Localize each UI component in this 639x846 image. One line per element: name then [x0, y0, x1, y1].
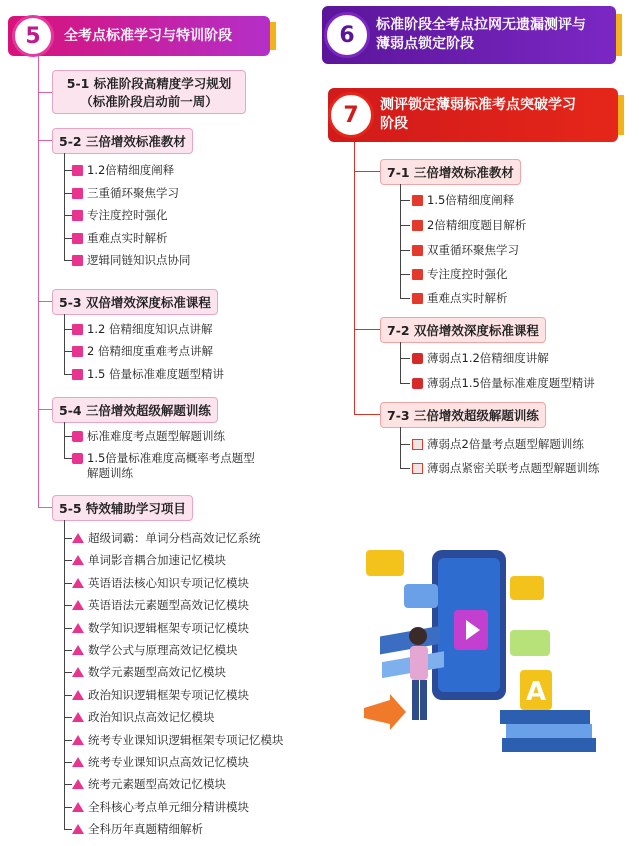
item-label: 超级词霸：单词分档高效记忆系统 — [88, 531, 261, 545]
accent-tab — [270, 22, 276, 50]
letter-a-badge — [520, 670, 552, 710]
tree-branch — [64, 374, 72, 375]
tree-branch — [38, 140, 52, 141]
tree-branch — [354, 329, 380, 330]
section-title: 7-1 三倍增效标准教材 — [387, 165, 514, 180]
memory-icon — [72, 802, 84, 812]
item-label: 薄弱点1.2倍精细度讲解 — [427, 351, 549, 365]
tree-branch — [64, 829, 72, 830]
list-item — [412, 218, 526, 233]
video-icon — [72, 369, 83, 380]
stage-title — [380, 96, 576, 134]
item-label: 1.2倍精细度阐释 — [87, 163, 175, 177]
list-item — [72, 688, 249, 703]
accent-tab — [618, 95, 624, 135]
item-label: 专注度控时强化 — [427, 267, 508, 281]
section-title: 5-4 三倍增效超级解题训练 — [59, 403, 211, 418]
tree-branch — [354, 414, 380, 415]
speech-bubble-graphic — [366, 550, 404, 576]
list-item — [72, 231, 168, 246]
stage-title — [376, 16, 586, 54]
list-item — [72, 822, 203, 837]
document-icon — [412, 220, 423, 231]
item-label: 政治知识点高效记忆模块 — [88, 710, 215, 724]
item-label: 统考专业课知识逻辑框架专项记忆模块 — [88, 733, 284, 747]
section-title: 5-1 标准阶段高精度学习规划 — [66, 76, 232, 91]
list-item — [72, 755, 249, 770]
list-item — [412, 291, 508, 306]
tree-branch — [400, 250, 410, 251]
memory-icon — [72, 757, 84, 767]
person-graphic — [409, 627, 428, 720]
item-label: 重难点实时解析 — [87, 231, 168, 245]
item-label: 1.2 倍精细度知识点讲解 — [87, 322, 213, 336]
list-item — [72, 643, 238, 658]
tree-branch — [64, 762, 72, 763]
item-label: 2倍精细度题目解析 — [427, 218, 527, 232]
pen-paper-icon — [412, 439, 423, 450]
stage-5-header — [8, 16, 270, 56]
document-icon — [412, 195, 423, 206]
tree-branch — [64, 740, 72, 741]
tree-branch — [64, 329, 72, 330]
tree-branch — [400, 200, 410, 201]
weak-point-icon — [412, 378, 423, 389]
tree-branch — [64, 260, 72, 261]
accent-tab — [616, 14, 622, 56]
stage-number: 5 — [12, 15, 54, 57]
memory-icon — [72, 690, 84, 700]
section-7-2 — [380, 317, 546, 343]
book-icon — [72, 188, 83, 199]
tree-branch — [400, 298, 410, 299]
stage-title: 全考点标准学习与特训阶段 — [64, 27, 232, 44]
section-5-3 — [52, 289, 218, 315]
item-label: 双重循环聚焦学习 — [427, 243, 519, 257]
tree-branch — [64, 458, 72, 459]
document-icon — [412, 245, 423, 256]
item-label: 数学元素题型高效记忆模块 — [88, 665, 226, 679]
speech-bubble-graphic — [510, 630, 550, 656]
tree-branch — [64, 717, 72, 718]
list-item — [72, 322, 212, 337]
item-label: 1.5 倍量标准难度题型精讲 — [87, 367, 224, 381]
memory-icon — [72, 578, 84, 588]
tree-branch — [64, 807, 72, 808]
speech-bubble-graphic — [404, 584, 438, 608]
list-item — [72, 733, 284, 748]
video-icon — [72, 346, 83, 357]
pen-paper-icon — [412, 463, 423, 474]
list-item — [72, 621, 249, 636]
tree-branch — [400, 444, 410, 445]
practice-icon — [72, 431, 83, 442]
tree-branch — [38, 409, 52, 410]
item-label: 三重循环聚焦学习 — [87, 186, 179, 200]
item-label: 数学知识逻辑框架专项记忆模块 — [88, 621, 249, 635]
list-item — [72, 553, 226, 568]
list-item — [412, 437, 584, 452]
stage-title-line2: 薄弱点锁定阶段 — [376, 36, 474, 52]
list-item — [72, 576, 249, 591]
memory-icon — [72, 533, 84, 543]
section-title: 5-5 特效辅助学习项目 — [59, 501, 186, 516]
list-item — [72, 208, 168, 223]
book-icon — [72, 255, 83, 266]
item-label-continued: 解题训练 — [87, 466, 133, 480]
tree-line — [38, 56, 39, 508]
section-5-5 — [52, 495, 193, 521]
section-title: 7-2 双倍增效深度标准课程 — [387, 323, 539, 338]
tree-branch — [64, 215, 72, 216]
tree-branch — [400, 468, 410, 469]
tree-branch — [400, 274, 410, 275]
weak-point-icon — [412, 353, 423, 364]
practice-icon — [72, 453, 83, 464]
stage-title-line1: 测评锁定薄弱标准考点突破学习 — [380, 97, 576, 113]
item-label: 统考元素题型高效记忆模块 — [88, 777, 226, 791]
arrow-graphic — [364, 694, 406, 730]
item-label: 重难点实时解析 — [427, 291, 508, 305]
memory-icon — [72, 779, 84, 789]
section-7-1 — [380, 159, 521, 185]
memory-icon — [72, 824, 84, 834]
item-label: 专注度控时强化 — [87, 208, 168, 222]
stage-6-header — [322, 6, 616, 64]
item-label: 数学公式与原理高效记忆模块 — [88, 643, 238, 657]
section-7-3 — [380, 402, 546, 428]
tree-branch — [64, 351, 72, 352]
tree-branch — [64, 193, 72, 194]
item-label: 统考专业课知识点高效记忆模块 — [88, 755, 249, 769]
tree-line — [354, 142, 355, 414]
list-item — [72, 598, 249, 613]
smartphone-graphic — [432, 550, 506, 700]
book-icon — [72, 165, 83, 176]
memory-icon — [72, 712, 84, 722]
tree-line — [400, 427, 401, 468]
badge-letter: A — [525, 677, 547, 707]
document-icon — [412, 293, 423, 304]
tree-branch — [400, 225, 410, 226]
list-item — [72, 665, 226, 680]
tree-branch — [64, 436, 72, 437]
list-item — [72, 451, 255, 481]
stage-number: 6 — [324, 12, 370, 58]
memory-icon — [72, 623, 84, 633]
item-label: 全科核心考点单元细分精讲模块 — [88, 800, 249, 814]
item-label: 英语语法元素题型高效记忆模块 — [88, 598, 249, 612]
tree-branch — [400, 358, 410, 359]
tree-branch — [64, 583, 72, 584]
section-5-1 — [52, 70, 246, 114]
tree-branch — [64, 784, 72, 785]
tree-branch — [64, 628, 72, 629]
item-label: 政治知识逻辑框架专项记忆模块 — [88, 688, 249, 702]
tree-branch — [64, 650, 72, 651]
tree-branch — [64, 238, 72, 239]
list-item — [72, 163, 174, 178]
section-title: 5-3 双倍增效深度标准课程 — [59, 295, 211, 310]
item-row — [72, 451, 255, 466]
item-label: 1.5倍量标准难度高概率考点题型 — [87, 451, 255, 465]
item-label: 单词影音耦合加速记忆模块 — [88, 553, 226, 567]
tree-branch — [38, 92, 52, 93]
list-item — [412, 243, 519, 258]
item-label: 标准难度考点题型解题训练 — [87, 429, 225, 443]
tree-branch — [64, 538, 72, 539]
tree-branch — [64, 605, 72, 606]
list-item — [72, 367, 224, 382]
tree-line — [400, 184, 401, 298]
tree-branch — [64, 695, 72, 696]
stage-7-header — [328, 88, 618, 142]
memory-icon — [72, 645, 84, 655]
tree-branch — [64, 672, 72, 673]
document-icon — [412, 269, 423, 280]
book-icon — [72, 210, 83, 221]
section-title: 7-3 三倍增效超级解题训练 — [387, 408, 539, 423]
item-label: 2 倍精细度重难考点讲解 — [87, 344, 213, 358]
list-item — [72, 344, 213, 359]
list-item — [72, 710, 215, 725]
list-item — [72, 186, 179, 201]
tree-branch — [38, 507, 52, 508]
tree-branch — [400, 383, 410, 384]
video-icon — [72, 324, 83, 335]
stage-title-line2: 阶段 — [380, 116, 408, 132]
item-label: 1.5倍精细度阐释 — [427, 193, 515, 207]
list-item — [412, 376, 595, 391]
memory-icon — [72, 667, 84, 677]
list-item — [72, 800, 249, 815]
list-item — [412, 351, 549, 366]
section-5-2 — [52, 128, 193, 154]
memory-icon — [72, 600, 84, 610]
list-item — [412, 461, 600, 476]
item-label: 薄弱点1.5倍量标准难度题型精讲 — [427, 376, 595, 390]
item-label: 薄弱点2倍量考点题型解题训练 — [427, 437, 584, 451]
stage-title-line1: 标准阶段全考点拉网无遗漏测评与 — [376, 17, 586, 33]
memory-icon — [72, 555, 84, 565]
item-label: 逻辑同链知识点协同 — [87, 253, 191, 267]
item-label: 薄弱点紧密关联考点题型解题训练 — [427, 461, 600, 475]
list-item — [412, 193, 514, 208]
section-5-4 — [52, 397, 218, 423]
item-label: 全科历年真题精细解析 — [88, 822, 203, 836]
study-illustration — [360, 540, 612, 762]
list-item — [412, 267, 508, 282]
tree-line — [400, 342, 401, 383]
speech-bubble-graphic — [510, 576, 544, 600]
tree-line — [64, 314, 65, 374]
tree-branch — [354, 171, 380, 172]
list-item — [72, 253, 191, 268]
stage-number: 7 — [328, 92, 374, 138]
section-title: 5-2 三倍增效标准教材 — [59, 134, 186, 149]
tree-line — [64, 422, 65, 458]
list-item — [72, 429, 225, 444]
section-subtitle: （标准阶段启动前一周） — [80, 94, 218, 109]
list-item — [72, 777, 226, 792]
item-label: 英语语法核心知识专项记忆模块 — [88, 576, 249, 590]
tree-branch — [64, 560, 72, 561]
list-item — [72, 531, 261, 546]
memory-icon — [72, 735, 84, 745]
book-icon — [72, 233, 83, 244]
tree-branch — [38, 301, 52, 302]
tree-branch — [64, 170, 72, 171]
